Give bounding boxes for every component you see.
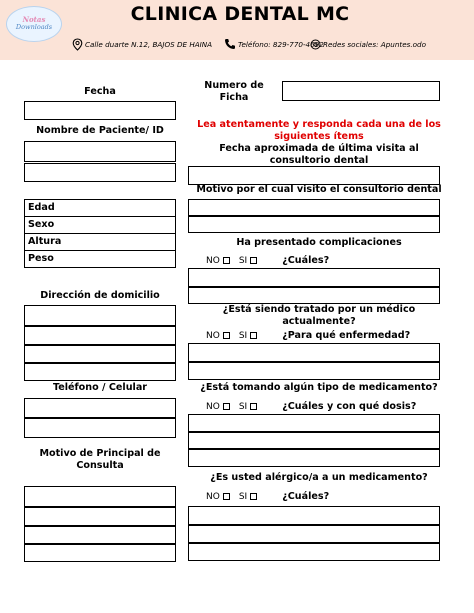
nombre-paciente-input-2[interactable] [24,163,176,182]
nombre-paciente-label: Nombre de Paciente/ ID [36,125,164,136]
motivo-consulta-input-2[interactable] [24,507,176,526]
phone-line [224,37,324,51]
complicaciones-input-1[interactable] [188,268,440,287]
fecha-input[interactable] [24,101,176,120]
telefono-label: Teléfono / Celular [52,382,148,393]
alergico-input-1[interactable] [188,506,440,525]
si-checkbox[interactable] [250,403,257,410]
edad-label: Edad [28,202,55,213]
motivo-consulta-input-4[interactable] [24,544,176,562]
si-checkbox[interactable] [250,257,257,264]
nombre-paciente-input-1[interactable] [24,141,176,162]
motivo-consulta-input-3[interactable] [24,526,176,544]
motivo-visita-label: Motivo por el cual visito el consultorio dental [196,184,442,195]
edad-field[interactable] [24,199,176,217]
si-checkbox[interactable] [250,493,257,500]
logo-text-top: Notas [22,15,46,25]
si-checkbox[interactable] [250,332,257,339]
tratamiento-label: ¿Está siendo tratado por un médico actualmente? [222,304,416,327]
ultima-visita-input[interactable] [188,166,440,185]
instruction-text: Lea atentamente y responda cada una de los siguientes ítems [197,119,441,142]
no-checkbox[interactable] [223,332,230,339]
social-text: Redes sociales: Apuntes.odo [323,39,427,49]
direccion-input-4[interactable] [24,363,176,381]
alergico-label: ¿Es usted alérgico/a a un medicamento? [210,472,428,483]
motivo-consulta-label: Motivo de Principal de Consulta [39,448,161,471]
si-option-label: SI [238,491,248,502]
tratamiento-options [206,330,410,341]
location-pin-icon [72,38,83,51]
altura-label: Altura [28,236,62,247]
cuales-label: ¿Cuáles? [282,255,330,266]
address-text: Calle duarte N.12, BAJOS DE HAINA [85,39,213,49]
complicaciones-input-2[interactable] [188,287,440,304]
tratamiento-input-2[interactable] [188,362,440,380]
clinic-title: CLINICA DENTAL MC [130,3,350,25]
medicamento-input-3[interactable] [188,449,440,467]
logo-text-bottom: Downloads [15,23,53,32]
medicamento-options [206,401,416,412]
direccion-label: Dirección de domicilio [40,290,160,301]
phone-text: Teléfono: 829-770-4692 [238,39,324,49]
si-option-label: SI [238,401,248,412]
no-option-label: NO [206,491,220,502]
sexo-field[interactable] [24,216,176,234]
page-header [0,0,474,60]
fecha-label: Fecha [84,86,116,97]
peso-label: Peso [28,253,54,264]
direccion-input-2[interactable] [24,326,176,345]
enfermedad-label: ¿Para qué enfermedad? [282,330,411,341]
complicaciones-label: Ha presentado complicaciones [236,237,402,248]
medicamento-label: ¿Está tomando algún tipo de medicamento? [200,382,438,393]
numero-ficha-label: Numero de Ficha [204,80,264,103]
no-option-label: NO [206,401,220,412]
alergico-input-2[interactable] [188,525,440,543]
social-line [310,37,426,51]
si-option-label: SI [238,255,248,266]
no-checkbox[interactable] [223,403,230,410]
notas-downloads-logo [6,6,62,42]
no-checkbox[interactable] [223,257,230,264]
telefono-input-1[interactable] [24,398,176,418]
tratamiento-input-1[interactable] [188,343,440,362]
altura-field[interactable] [24,233,176,251]
motivo-visita-input-1[interactable] [188,199,440,216]
no-option-label: NO [206,255,220,266]
direccion-input-1[interactable] [24,305,176,326]
alergico-options [206,491,329,502]
alergico-input-3[interactable] [188,543,440,561]
numero-ficha-input[interactable] [282,81,440,101]
no-checkbox[interactable] [223,493,230,500]
dosis-label: ¿Cuáles y con qué dosis? [282,401,417,412]
medicamento-input-2[interactable] [188,432,440,449]
phone-icon [224,38,236,50]
motivo-consulta-input-1[interactable] [24,486,176,507]
cuales-label: ¿Cuáles? [282,491,330,502]
ultima-visita-label: Fecha aproximada de última visita al consultorio dental [219,143,419,166]
telefono-input-2[interactable] [24,418,176,438]
address-line [72,37,212,51]
medicamento-input-1[interactable] [188,414,440,432]
no-option-label: NO [206,330,220,341]
complicaciones-options [206,255,329,266]
at-sign-icon [310,39,321,50]
sexo-label: Sexo [28,219,55,230]
direccion-input-3[interactable] [24,345,176,363]
peso-field[interactable] [24,250,176,268]
motivo-visita-input-2[interactable] [188,216,440,233]
si-option-label: SI [238,330,248,341]
